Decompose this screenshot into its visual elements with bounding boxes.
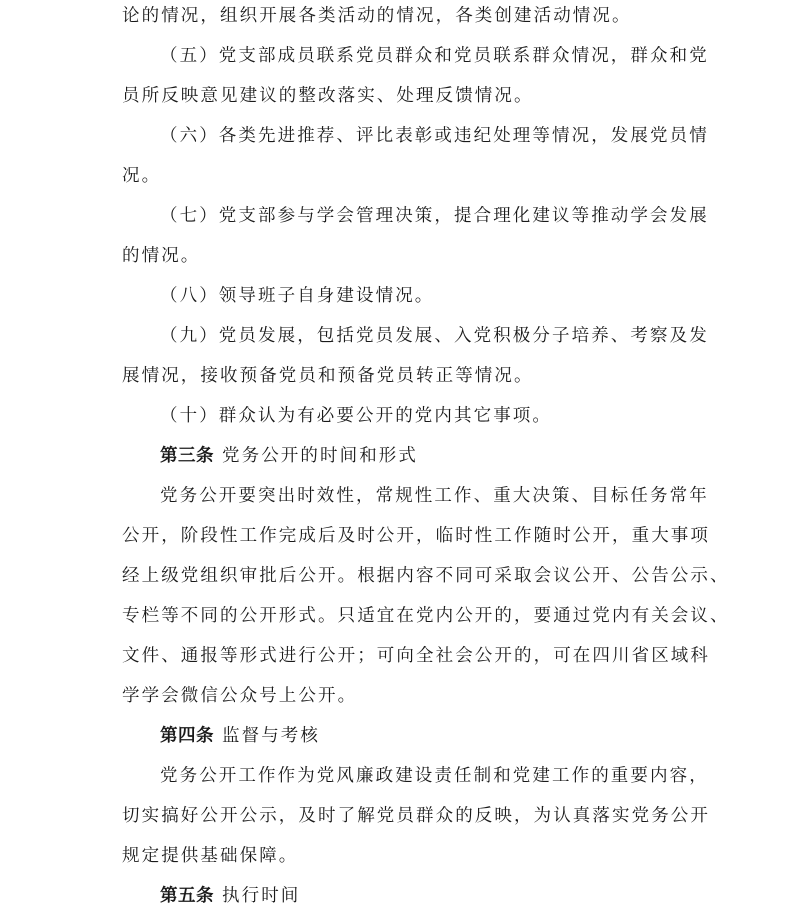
item-7-line-1: （七）党支部参与学会管理决策，提合理化建议等推动学会发展 xyxy=(160,206,709,226)
item-6-line-1: （六）各类先进推荐、评比表彰或违纪处理等情况，发展党员情 xyxy=(160,126,709,146)
item-7-line-2: 的情况。 xyxy=(122,246,201,266)
article-5-title: 执行时间 xyxy=(222,886,301,906)
item-6-line-2: 况。 xyxy=(122,166,162,186)
item-5-line-1: （五）党支部成员联系党员群众和党员联系群众情况，群众和党 xyxy=(160,46,709,66)
article-3-para-line-2: 公开，阶段性工作完成后及时公开，临时性工作随时公开，重大事项 xyxy=(122,526,710,546)
article-4-heading xyxy=(160,725,320,747)
item-9-line-1: （九）党员发展，包括党员发展、入党积极分子培养、考察及发 xyxy=(160,326,709,346)
article-3-para-line-3: 经上级党组织审批后公开。根据内容不同可采取会议公开、公告公示、 xyxy=(122,566,730,586)
article-5-heading xyxy=(160,885,300,907)
article-3-para-line-6: 学学会微信公众号上公开。 xyxy=(122,686,358,706)
article-3-para-line-5: 文件、通报等形式进行公开；可向全社会公开的，可在四川省区域科 xyxy=(122,646,710,666)
article-5-number: 第五条 xyxy=(160,886,214,906)
item-10-line: （十）群众认为有必要公开的党内其它事项。 xyxy=(160,406,552,426)
article-3-number: 第三条 xyxy=(160,446,214,466)
item-9-line-2: 展情况，接收预备党员和预备党员转正等情况。 xyxy=(122,366,534,386)
article-4-para-line-2: 切实搞好公开公示，及时了解党员群众的反映，为认真落实党务公开 xyxy=(122,806,710,826)
article-3-para-line-4: 专栏等不同的公开形式。只适宜在党内公开的，要通过党内有关会议、 xyxy=(122,606,730,626)
item-8-line: （八）领导班子自身建设情况。 xyxy=(160,286,435,306)
article-4-para-line-3: 规定提供基础保障。 xyxy=(122,846,299,866)
article-3-para-line-1: 党务公开要突出时效性，常规性工作、重大决策、目标任务常年 xyxy=(160,486,709,506)
article-3-heading xyxy=(160,445,418,467)
item-5-line-2: 员所反映意见建议的整改落实、处理反馈情况。 xyxy=(122,86,534,106)
paragraph-line: 论的情况，组织开展各类活动的情况，各类创建活动情况。 xyxy=(122,6,632,26)
article-4-para-line-1: 党务公开工作作为党风廉政建设责任制和党建工作的重要内容， xyxy=(160,766,709,786)
article-4-number: 第四条 xyxy=(160,726,214,746)
article-3-title: 党务公开的时间和形式 xyxy=(222,446,418,466)
article-4-title: 监督与考核 xyxy=(222,726,320,746)
